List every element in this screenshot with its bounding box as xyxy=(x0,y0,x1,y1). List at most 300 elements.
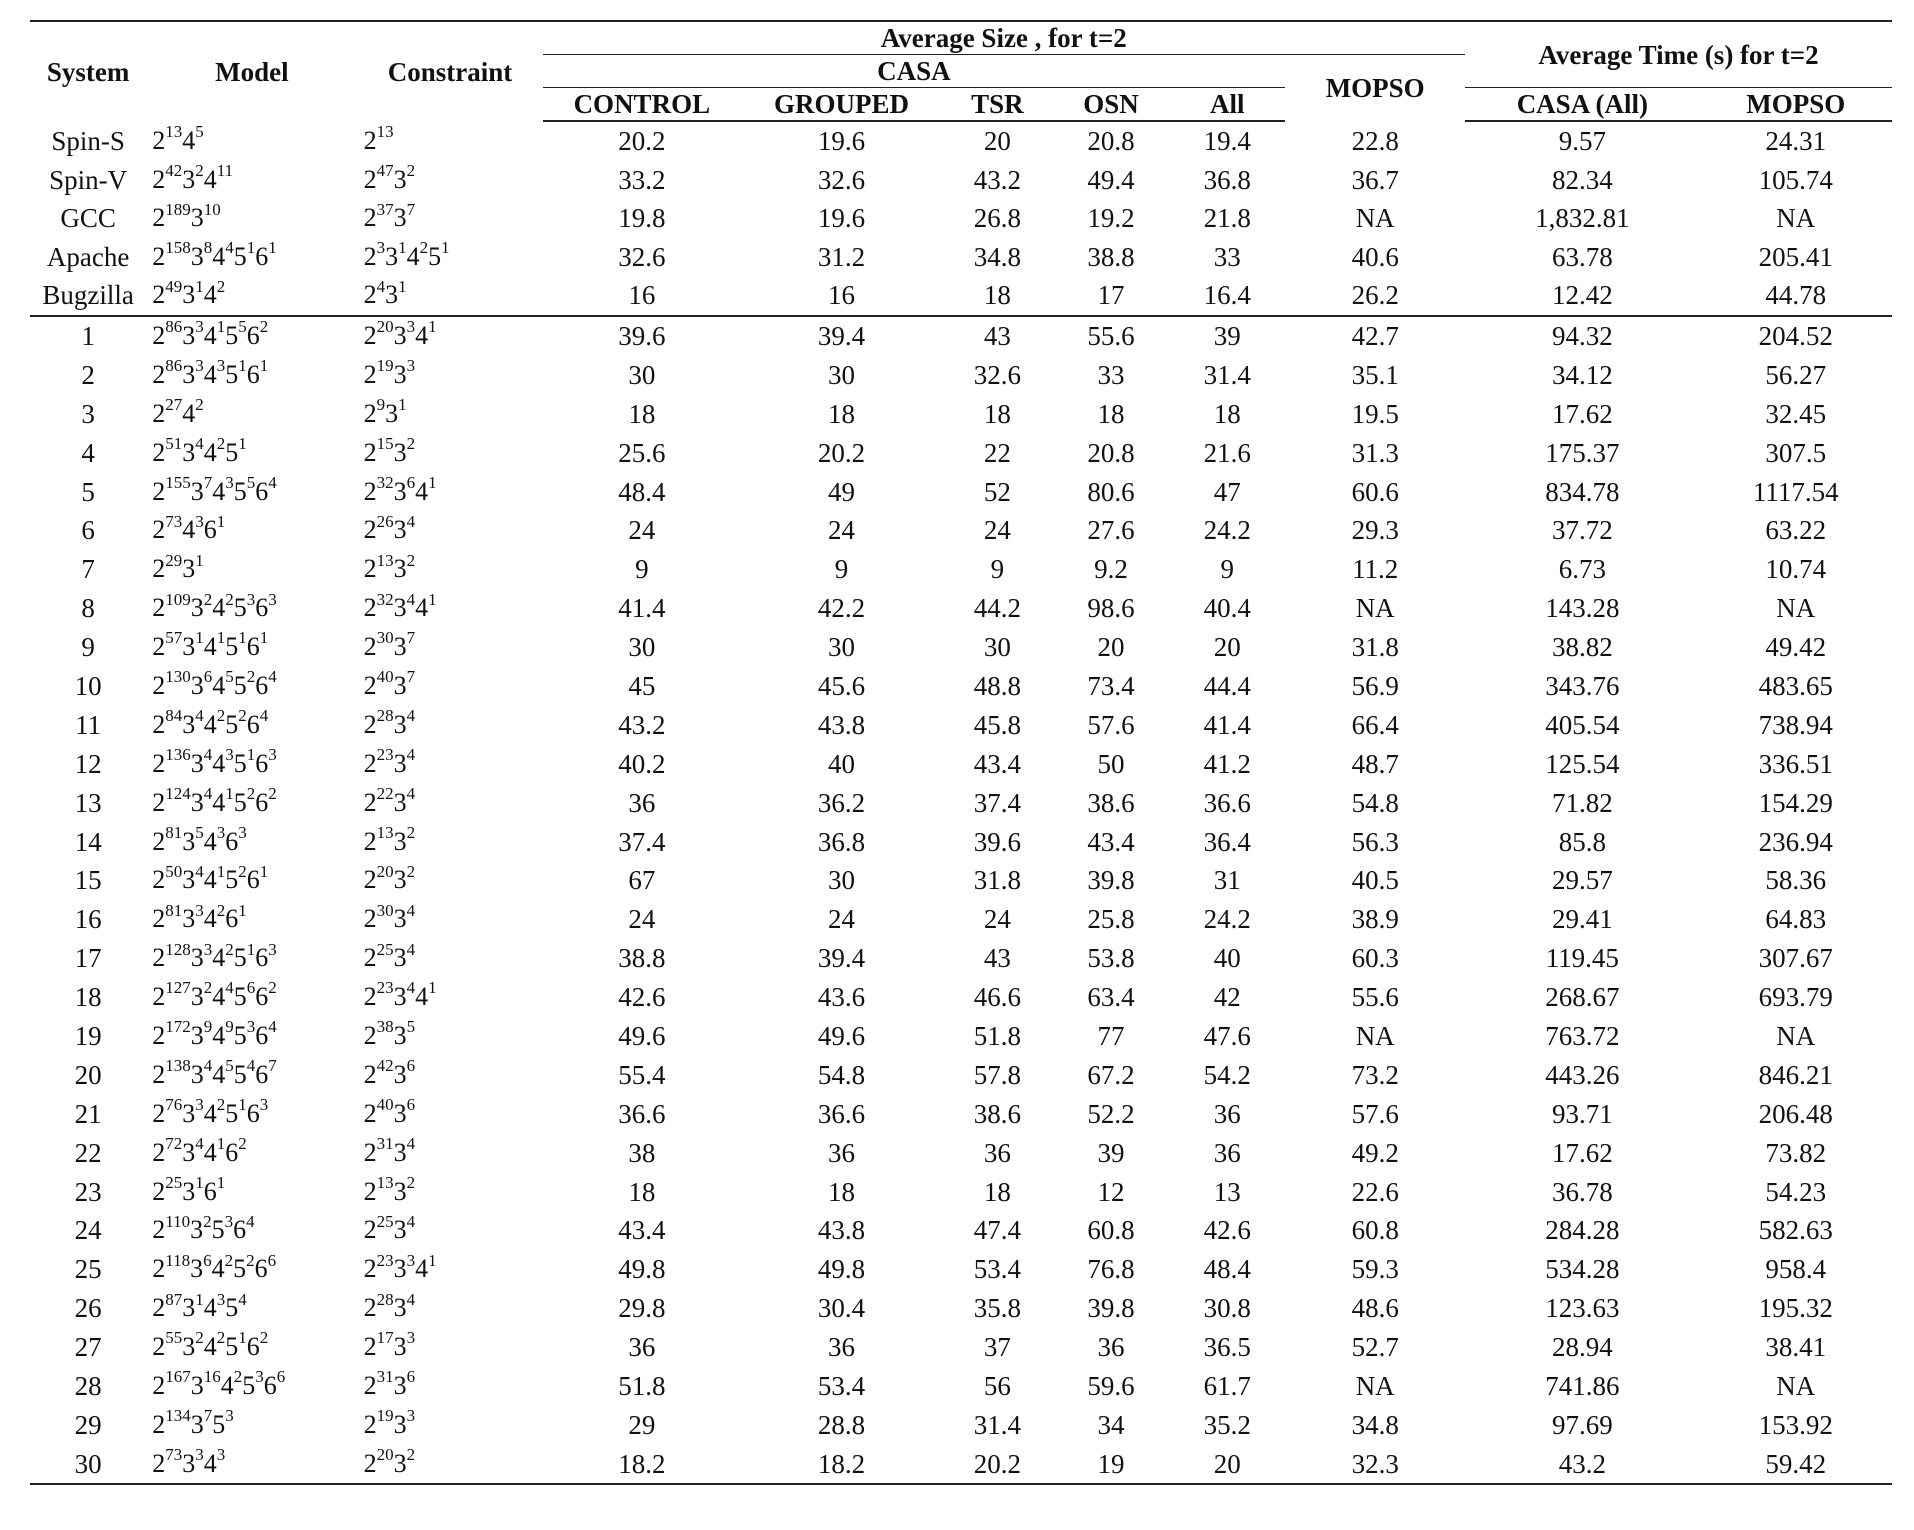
base: 2 xyxy=(152,359,166,389)
all-cell: 16.4 xyxy=(1203,280,1251,311)
exponent: 3 xyxy=(203,939,213,959)
base: 3 xyxy=(393,787,407,817)
base: 3 xyxy=(190,476,204,506)
system-row xyxy=(30,238,1892,277)
exponent: 4 xyxy=(195,706,204,726)
base: 5 xyxy=(233,982,247,1012)
base: 3 xyxy=(393,865,407,895)
exponent: 4 xyxy=(195,433,204,453)
model-cell xyxy=(146,1172,357,1211)
casa-time-cell: 29.57 xyxy=(1551,865,1613,896)
exponent: 2 xyxy=(216,1328,226,1348)
base: 6 xyxy=(255,476,269,506)
exponent: 55 xyxy=(165,1328,183,1348)
casa-time-cell: 1,832.81 xyxy=(1535,203,1630,234)
exponent: 189 xyxy=(165,199,191,219)
base: 2 xyxy=(152,241,166,271)
base: 2 xyxy=(363,554,377,584)
base: 3 xyxy=(190,593,204,623)
all-cell: 9 xyxy=(1220,554,1234,585)
exponent: 1 xyxy=(216,1172,226,1192)
header-mopso-time: MOPSO xyxy=(1700,88,1892,122)
all-cell: 30.8 xyxy=(1203,1293,1251,1324)
model-cell xyxy=(146,1444,357,1484)
control-cell: 24 xyxy=(628,904,656,935)
base: 2 xyxy=(152,1409,166,1439)
table-row xyxy=(30,667,1892,706)
exponent: 1 xyxy=(195,1289,204,1309)
base: 3 xyxy=(393,1448,407,1478)
tsr-cell: 9 xyxy=(990,554,1005,585)
exponent: 1 xyxy=(216,861,226,881)
exponent: 9 xyxy=(225,1017,234,1037)
exponent: 51 xyxy=(165,433,183,453)
control-cell: 25.6 xyxy=(618,437,666,468)
exponent: 124 xyxy=(165,783,191,803)
all-cell: 41.2 xyxy=(1203,748,1251,779)
control-cell: 9 xyxy=(635,554,649,585)
control-cell: 48.4 xyxy=(618,476,666,507)
all-cell: 44.4 xyxy=(1203,670,1251,701)
casa-time-cell: 93.71 xyxy=(1551,1098,1613,1129)
mopso-time-cell: 10.74 xyxy=(1765,554,1827,585)
header-constraint: Constraint xyxy=(358,21,543,121)
table-row xyxy=(30,822,1892,861)
base: 2 xyxy=(152,748,166,778)
base: 2 xyxy=(152,554,166,584)
base: 6 xyxy=(254,1254,268,1284)
base: 3 xyxy=(182,904,196,934)
exponent: 3 xyxy=(406,1250,416,1270)
exponent: 3 xyxy=(225,472,234,492)
mopso-cell: 66.4 xyxy=(1351,709,1399,740)
row-id: 15 xyxy=(74,865,102,896)
header-casa-all: CASA (All) xyxy=(1465,88,1700,122)
base: 3 xyxy=(182,709,196,739)
base: 4 xyxy=(182,398,196,428)
exponent: 40 xyxy=(376,1095,394,1115)
exponent: 1 xyxy=(216,1133,226,1153)
exponent: 20 xyxy=(376,861,394,881)
constraint-cell xyxy=(358,433,543,472)
base: 2 xyxy=(363,320,377,350)
exponent: 81 xyxy=(165,822,183,842)
tsr-cell: 30 xyxy=(983,632,1011,663)
base: 3 xyxy=(393,437,407,467)
base: 3 xyxy=(393,1332,407,1362)
base: 2 xyxy=(152,826,166,856)
control-cell: 33.2 xyxy=(618,164,666,195)
tsr-cell: 37.4 xyxy=(973,787,1022,818)
mopso-time-cell: 56.27 xyxy=(1765,359,1827,390)
base: 2 xyxy=(152,1020,166,1050)
exponent: 5 xyxy=(238,317,247,337)
base: 6 xyxy=(246,709,260,739)
base: 3 xyxy=(182,164,196,194)
base: 2 xyxy=(152,709,166,739)
exponent: 4 xyxy=(376,276,386,296)
exponent: 73 xyxy=(165,511,183,531)
mopso-cell: NA xyxy=(1355,1370,1395,1401)
control-cell: 49.8 xyxy=(618,1254,666,1285)
exponent: 25 xyxy=(376,1211,394,1231)
exponent: 4 xyxy=(225,238,234,258)
base: 4 xyxy=(182,125,196,155)
model-cell xyxy=(146,511,357,550)
base: 2 xyxy=(363,904,377,934)
casa-time-cell: 9.57 xyxy=(1558,126,1606,157)
osn-cell: 17 xyxy=(1097,280,1125,311)
model-cell xyxy=(146,628,357,667)
all-cell: 20 xyxy=(1169,1444,1285,1484)
casa-time-cell: 36.78 xyxy=(1551,1176,1613,1207)
exponent: 109 xyxy=(165,589,191,609)
base: 2 xyxy=(363,787,377,817)
base: 3 xyxy=(393,164,407,194)
exponent: 1 xyxy=(216,628,226,648)
base: 2 xyxy=(152,1098,166,1128)
tsr-cell: 20.2 xyxy=(942,1444,1053,1484)
constraint-cell xyxy=(358,1017,543,1056)
exponent: 4 xyxy=(246,1211,255,1231)
base: 4 xyxy=(203,280,217,310)
exponent: 5 xyxy=(225,1056,234,1076)
base: 3 xyxy=(182,359,196,389)
base: 4 xyxy=(212,476,226,506)
exponent: 4 xyxy=(406,783,416,803)
exponent: 2 xyxy=(238,1133,247,1153)
exponent: 28 xyxy=(376,706,394,726)
base: 4 xyxy=(220,1370,234,1400)
row-id: 8 xyxy=(81,593,95,624)
base: 6 xyxy=(225,904,239,934)
base: 6 xyxy=(203,515,217,545)
tsr-cell: 47.4 xyxy=(973,1215,1022,1246)
row-id: 4 xyxy=(81,437,95,468)
exponent: 128 xyxy=(165,939,191,959)
all-cell: 20 xyxy=(1213,632,1241,663)
base: 2 xyxy=(363,826,377,856)
exponent: 2 xyxy=(203,589,213,609)
control-cell: 67 xyxy=(628,865,656,896)
tsr-cell: 26.8 xyxy=(973,203,1022,234)
tsr-cell: 32.6 xyxy=(973,359,1022,390)
tsr-cell: 56 xyxy=(983,1370,1011,1401)
exponent: 4 xyxy=(268,472,277,492)
all-cell: 31.4 xyxy=(1203,359,1251,390)
system-name: Spin-S xyxy=(51,125,125,156)
exponent: 29 xyxy=(165,550,183,570)
exponent: 5 xyxy=(195,122,204,142)
exponent: 7 xyxy=(203,1406,213,1426)
header-casa: CASA xyxy=(543,55,1286,88)
all-cell: 61.7 xyxy=(1203,1370,1251,1401)
base: 3 xyxy=(393,1059,407,1089)
osn-cell: 63.4 xyxy=(1087,982,1135,1013)
mopso-cell: 59.3 xyxy=(1351,1254,1399,1285)
exponent: 5 xyxy=(195,822,204,842)
exponent: 2 xyxy=(406,550,416,570)
table-row xyxy=(30,1017,1892,1056)
mopso-time-cell: 336.51 xyxy=(1758,748,1833,779)
mopso-cell: NA xyxy=(1355,593,1395,624)
mopso-time-cell: 154.29 xyxy=(1758,787,1833,818)
base: 5 xyxy=(225,632,239,662)
exponent: 3 xyxy=(216,356,226,376)
osn-cell: 18 xyxy=(1097,398,1125,429)
base: 2 xyxy=(363,748,377,778)
exponent: 4 xyxy=(406,706,416,726)
exponent: 7 xyxy=(406,199,416,219)
casa-time-cell: 71.82 xyxy=(1551,787,1613,818)
casa-time-cell: 443.26 xyxy=(1545,1059,1620,1090)
base: 2 xyxy=(363,709,377,739)
model-cell xyxy=(146,705,357,744)
table-header xyxy=(30,21,1892,121)
mopso-time-cell: 59.42 xyxy=(1700,1444,1892,1484)
grouped-cell: 43.6 xyxy=(817,982,866,1013)
base: 5 xyxy=(233,787,247,817)
exponent: 2 xyxy=(225,589,234,609)
constraint-cell xyxy=(358,744,543,783)
table-body xyxy=(30,121,1892,1484)
exponent: 5 xyxy=(246,472,256,492)
osn-cell: 52.2 xyxy=(1087,1098,1135,1129)
base: 6 xyxy=(246,1098,260,1128)
exponent: 1 xyxy=(428,472,437,492)
exponent: 42 xyxy=(376,1056,394,1076)
exponent: 31 xyxy=(376,1133,394,1153)
base: 2 xyxy=(363,280,377,310)
header-control: CONTROL xyxy=(543,88,742,122)
row-id: 16 xyxy=(74,904,102,935)
constraint-cell xyxy=(358,1250,543,1289)
header-tsr: TSR xyxy=(942,88,1053,122)
base: 4 xyxy=(415,476,429,506)
osn-cell: 9.2 xyxy=(1094,554,1128,585)
exponent: 2 xyxy=(216,900,226,920)
base: 3 xyxy=(182,826,196,856)
exponent: 4 xyxy=(268,1017,277,1037)
base: 2 xyxy=(152,203,166,233)
control-cell: 30 xyxy=(628,632,656,663)
exponent: 1 xyxy=(428,1250,437,1270)
all-cell: 42 xyxy=(1213,982,1241,1013)
constraint-cell xyxy=(358,238,543,277)
tsr-cell: 39.6 xyxy=(973,826,1022,857)
exponent: 2 xyxy=(259,1328,269,1348)
tsr-cell: 43.4 xyxy=(973,748,1022,779)
base: 2 xyxy=(152,280,166,310)
base: 4 xyxy=(212,670,226,700)
osn-cell: 50 xyxy=(1097,748,1125,779)
base: 3 xyxy=(393,982,407,1012)
mopso-time-cell: 693.79 xyxy=(1758,982,1833,1013)
exponent: 32 xyxy=(376,472,394,492)
base: 6 xyxy=(246,359,260,389)
base: 2 xyxy=(152,1215,166,1245)
exponent: 1 xyxy=(398,238,407,258)
model-cell xyxy=(146,238,357,277)
table-row xyxy=(30,316,1892,356)
mopso-cell: 31.8 xyxy=(1351,632,1399,663)
grouped-cell: 28.8 xyxy=(817,1409,866,1440)
mopso-time-cell: 32.45 xyxy=(1765,398,1827,429)
mopso-time-cell: 24.31 xyxy=(1765,126,1827,157)
exponent: 172 xyxy=(165,1017,191,1037)
mopso-cell: 57.6 xyxy=(1351,1098,1399,1129)
exponent: 4 xyxy=(195,1133,204,1153)
exponent: 4 xyxy=(203,1056,213,1076)
osn-cell: 39.8 xyxy=(1087,1293,1135,1324)
all-cell: 40.4 xyxy=(1203,593,1251,624)
base: 3 xyxy=(190,241,204,271)
system-row xyxy=(30,199,1892,238)
base: 2 xyxy=(363,1332,377,1362)
casa-time-cell: 741.86 xyxy=(1545,1370,1620,1401)
tsr-cell: 18 xyxy=(983,1176,1011,1207)
mopso-cell: 35.1 xyxy=(1351,359,1399,390)
base: 2 xyxy=(152,982,166,1012)
base: 3 xyxy=(190,670,204,700)
base: 6 xyxy=(246,320,260,350)
exponent: 1 xyxy=(246,939,256,959)
mopso-cell: 40.6 xyxy=(1351,241,1399,272)
model-cell xyxy=(146,822,357,861)
exponent: 42 xyxy=(165,161,183,181)
base: 4 xyxy=(212,943,226,973)
exponent: 1 xyxy=(428,978,437,998)
exponent: 37 xyxy=(376,199,394,219)
casa-time-cell: 28.94 xyxy=(1551,1332,1613,1363)
base: 3 xyxy=(190,203,204,233)
casa-time-cell: 6.73 xyxy=(1558,554,1606,585)
exponent: 6 xyxy=(406,1367,416,1387)
all-cell: 47.6 xyxy=(1203,1020,1251,1051)
grouped-cell: 18 xyxy=(828,398,856,429)
base: 3 xyxy=(393,709,407,739)
base: 3 xyxy=(393,593,407,623)
exponent: 3 xyxy=(255,1367,264,1387)
exponent: 1 xyxy=(246,745,256,765)
row-id: 7 xyxy=(81,554,95,585)
osn-cell: 19.2 xyxy=(1087,203,1135,234)
all-cell: 42.6 xyxy=(1203,1215,1251,1246)
base: 6 xyxy=(255,1020,269,1050)
table-row xyxy=(30,472,1892,511)
mopso-time-cell: 958.4 xyxy=(1765,1254,1827,1285)
model-cell xyxy=(146,939,357,978)
base: 3 xyxy=(393,203,407,233)
table-row xyxy=(30,744,1892,783)
casa-time-cell: 175.37 xyxy=(1545,437,1620,468)
exponent: 3 xyxy=(268,939,277,959)
constraint-cell xyxy=(358,589,543,628)
base: 2 xyxy=(363,241,377,271)
osn-cell: 59.6 xyxy=(1087,1370,1135,1401)
grouped-cell: 19.6 xyxy=(817,203,866,234)
exponent: 8 xyxy=(203,238,213,258)
row-id: 22 xyxy=(74,1137,102,1168)
mopso-time-cell: NA xyxy=(1776,203,1816,234)
tsr-cell: 57.8 xyxy=(973,1059,1022,1090)
base: 5 xyxy=(225,320,239,350)
exponent: 13 xyxy=(165,122,183,142)
constraint-cell xyxy=(358,550,543,589)
grouped-cell: 32.6 xyxy=(817,164,866,195)
tsr-cell: 43 xyxy=(942,316,1053,356)
all-cell: 13 xyxy=(1213,1176,1241,1207)
table-row xyxy=(30,1133,1892,1172)
base: 2 xyxy=(152,1137,166,1167)
exponent: 6 xyxy=(276,1367,286,1387)
constraint-cell xyxy=(358,161,543,200)
exponent: 4 xyxy=(225,978,234,998)
exponent: 1 xyxy=(238,1328,247,1348)
mopso-cell: 48.7 xyxy=(1351,748,1399,779)
casa-time-cell: 405.54 xyxy=(1545,709,1620,740)
control-cell: 49.6 xyxy=(618,1020,666,1051)
exponent: 9 xyxy=(203,1017,213,1037)
exponent: 47 xyxy=(376,161,394,181)
exponent: 1 xyxy=(238,1095,247,1115)
base: 2 xyxy=(152,515,166,545)
base: 5 xyxy=(225,865,239,895)
model-cell xyxy=(146,1017,357,1056)
mopso-cell: 19.5 xyxy=(1351,398,1399,429)
mopso-cell: 73.2 xyxy=(1351,1059,1399,1090)
exponent: 7 xyxy=(203,472,213,492)
table-row xyxy=(30,783,1892,822)
grouped-cell: 36 xyxy=(828,1137,856,1168)
model-cell xyxy=(146,667,357,706)
row-id: 20 xyxy=(74,1059,102,1090)
all-cell: 35.2 xyxy=(1203,1409,1251,1440)
exponent: 3 xyxy=(195,317,204,337)
exponent: 2 xyxy=(195,1328,204,1348)
casa-time-cell: 123.63 xyxy=(1545,1293,1620,1324)
row-id: 21 xyxy=(74,1098,102,1129)
grouped-cell: 49.6 xyxy=(817,1020,866,1051)
row-id: 29 xyxy=(74,1409,102,1440)
table-row xyxy=(30,939,1892,978)
exponent: 3 xyxy=(406,317,416,337)
base: 4 xyxy=(203,1098,217,1128)
exponent: 2 xyxy=(216,433,226,453)
tsr-cell: 53.4 xyxy=(973,1254,1022,1285)
model-cell xyxy=(146,900,357,939)
constraint-cell xyxy=(358,276,543,316)
exponent: 7 xyxy=(406,667,416,687)
mopso-cell: 34.8 xyxy=(1351,1409,1399,1440)
exponent: 15 xyxy=(376,433,394,453)
mopso-cell: 60.6 xyxy=(1351,476,1399,507)
all-cell: 19.4 xyxy=(1203,126,1251,157)
exponent: 2 xyxy=(203,1211,212,1231)
all-cell: 40 xyxy=(1213,943,1241,974)
base: 3 xyxy=(182,1098,196,1128)
base: 3 xyxy=(393,554,407,584)
exponent: 4 xyxy=(195,861,204,881)
exponent: 4 xyxy=(406,978,416,998)
osn-cell: 49.4 xyxy=(1087,164,1135,195)
base: 5 xyxy=(225,1332,239,1362)
exponent: 158 xyxy=(165,238,191,258)
base: 3 xyxy=(182,632,196,662)
grouped-cell: 36 xyxy=(828,1332,856,1363)
table-row xyxy=(30,1211,1892,1250)
constraint-cell xyxy=(358,1289,543,1328)
